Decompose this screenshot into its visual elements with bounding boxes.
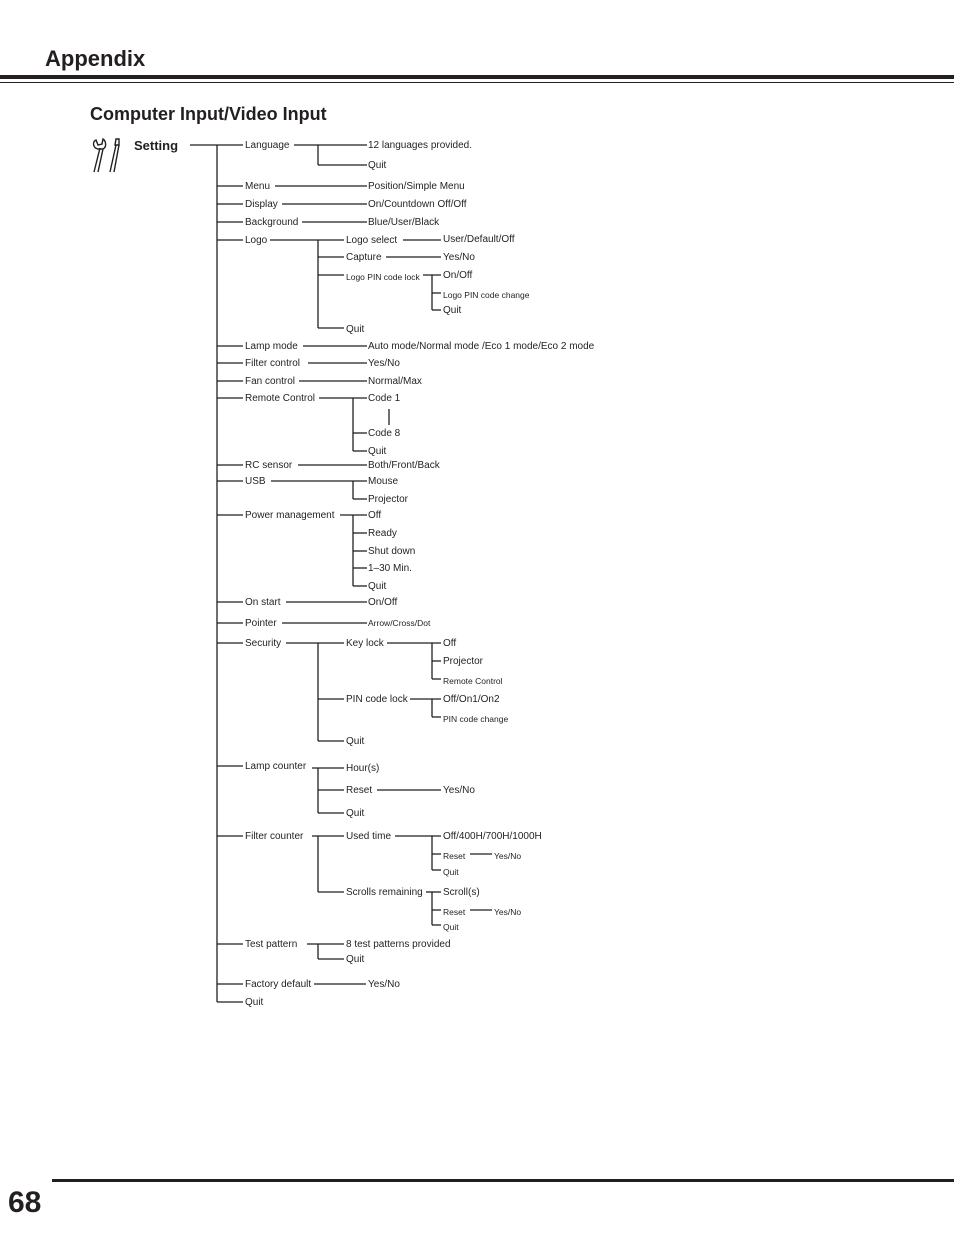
menu-usb: USB — [245, 476, 266, 487]
lamp-mode-value: Auto mode/Normal mode /Eco 1 mode/Eco 2 mode — [368, 341, 595, 352]
menu-filter-counter: Filter counter — [245, 831, 304, 842]
menu-pointer: Pointer — [245, 618, 277, 629]
remote-code-8: Code 8 — [368, 428, 401, 439]
page-header-title: Appendix — [45, 46, 146, 71]
test-pattern-option: 8 test patterns provided — [346, 939, 451, 950]
usb-projector: Projector — [368, 494, 409, 505]
menu-lamp-mode: Lamp mode — [245, 341, 298, 352]
section-title: Computer Input/Video Input — [90, 104, 327, 124]
power-off: Off — [368, 510, 382, 521]
pin-code-change: PIN code change — [443, 714, 509, 724]
menu-power-management: Power management — [245, 510, 335, 521]
used-time-quit: Quit — [443, 867, 459, 877]
logo-pin-lock-value: On/Off — [443, 270, 473, 281]
menu-quit: Quit — [245, 997, 264, 1008]
logo-capture-value: Yes/No — [443, 252, 475, 263]
lamp-counter-hours: Hour(s) — [346, 763, 380, 774]
factory-default-value: Yes/No — [368, 979, 400, 990]
power-minutes: 1–30 Min. — [368, 563, 412, 574]
logo-quit: Quit — [346, 324, 365, 335]
footer-rule — [52, 1179, 954, 1182]
rc-sensor-value: Both/Front/Back — [368, 460, 440, 471]
filter-used-time: Used time — [346, 831, 392, 842]
display-value: On/Countdown Off/Off — [368, 199, 467, 210]
logo-capture: Capture — [346, 252, 382, 263]
menu-test-pattern: Test pattern — [245, 939, 298, 950]
menu-factory-default: Factory default — [245, 979, 312, 990]
security-pin-lock: PIN code lock — [346, 694, 408, 705]
logo-pin-lock: Logo PIN code lock — [346, 272, 420, 282]
menu-background: Background — [245, 217, 299, 228]
logo-pin-quit: Quit — [443, 305, 462, 316]
fan-control-value: Normal/Max — [368, 376, 422, 387]
lamp-counter-reset: Reset — [346, 785, 373, 796]
power-ready: Ready — [368, 528, 397, 539]
setting-root-label: Setting — [134, 138, 179, 153]
menu-language: Language — [245, 140, 290, 151]
used-time-reset: Reset — [443, 851, 466, 861]
logo-select: Logo select — [346, 235, 398, 246]
key-lock-off: Off — [443, 638, 457, 649]
menu-lamp-counter: Lamp counter — [245, 761, 307, 772]
used-time-value: Off/400H/700H/1000H — [443, 831, 542, 842]
pin-lock-value: Off/On1/On2 — [443, 694, 500, 705]
menu-on-start: On start — [245, 597, 281, 608]
scrolls-reset: Reset — [443, 907, 466, 917]
menu-display: Display — [245, 199, 278, 210]
remote-quit: Quit — [368, 446, 387, 457]
used-time-reset-value: Yes/No — [494, 851, 522, 861]
language-option: 12 languages provided. — [368, 140, 472, 151]
scrolls-quit: Quit — [443, 922, 459, 932]
menu-value: Position/Simple Menu — [368, 181, 465, 192]
menu-filter-control: Filter control — [245, 358, 301, 369]
usb-mouse: Mouse — [368, 476, 399, 487]
logo-pin-change: Logo PIN code change — [443, 290, 530, 300]
lamp-counter-quit: Quit — [346, 808, 365, 819]
lamp-counter-reset-value: Yes/No — [443, 785, 475, 796]
page-number: 68 — [8, 1186, 42, 1219]
test-pattern-quit: Quit — [346, 954, 365, 965]
remote-code-1: Code 1 — [368, 393, 401, 404]
menu-remote-control: Remote Control — [245, 393, 316, 404]
power-quit: Quit — [368, 581, 387, 592]
menu-menu: Menu — [245, 181, 271, 192]
pointer-value: Arrow/Cross/Dot — [368, 618, 431, 628]
security-key-lock: Key lock — [346, 638, 384, 649]
filter-control-value: Yes/No — [368, 358, 400, 369]
menu-logo: Logo — [245, 235, 268, 246]
background-value: Blue/User/Black — [368, 217, 440, 228]
logo-select-value: User/Default/Off — [443, 234, 515, 245]
scrolls-reset-value: Yes/No — [494, 907, 522, 917]
menu-rc-sensor: RC sensor — [245, 460, 293, 471]
scrolls-value: Scroll(s) — [443, 887, 480, 898]
key-lock-remote: Remote Control — [443, 676, 503, 686]
language-quit: Quit — [368, 160, 387, 171]
menu-fan-control: Fan control — [245, 376, 296, 387]
security-quit: Quit — [346, 736, 365, 747]
power-shutdown: Shut down — [368, 546, 416, 557]
key-lock-projector: Projector — [443, 656, 484, 667]
filter-scrolls-remaining: Scrolls remaining — [346, 887, 423, 898]
on-start-value: On/Off — [368, 597, 398, 608]
menu-security: Security — [245, 638, 282, 649]
